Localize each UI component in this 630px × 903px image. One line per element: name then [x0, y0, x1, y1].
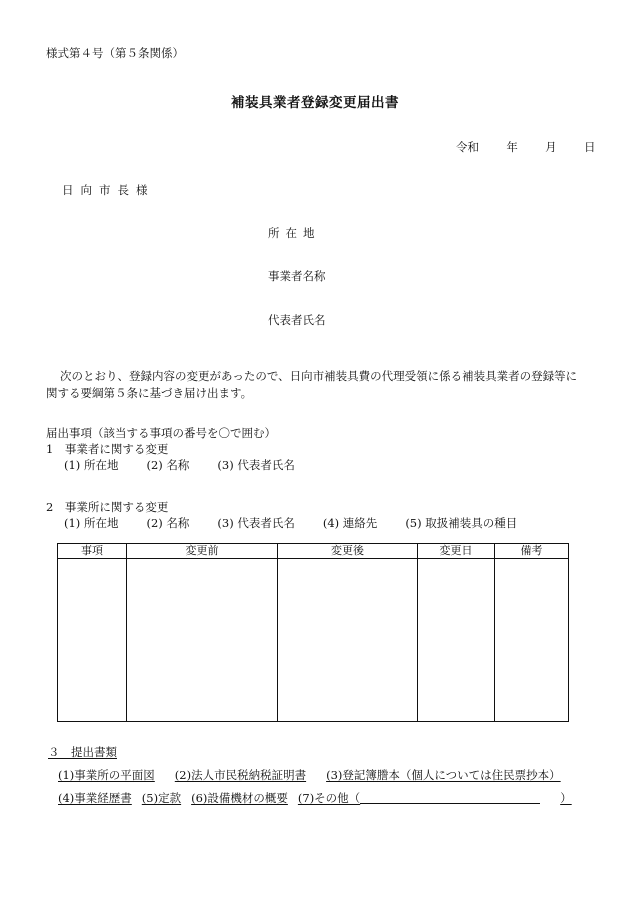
body-text-line2: 関する要綱第５条に基づき届け出ます。	[46, 386, 253, 400]
table-cell-before[interactable]	[127, 559, 278, 722]
section2-item: (1) 所在地	[64, 516, 119, 530]
body-text-line1: 次のとおり、登録内容の変更があったので、日向市補装具費の代理受領に係る補装具業者の登録等に	[60, 369, 578, 383]
table-header-before: 変更前	[127, 544, 278, 559]
section1-item: (3) 代表者氏名	[217, 458, 295, 472]
table-header-date: 変更日	[418, 544, 495, 559]
table-cell-date[interactable]	[418, 559, 495, 722]
section2-item: (4) 連絡先	[322, 516, 378, 530]
section2-item: (2) 名称	[146, 516, 190, 530]
table-header-item: 事項	[58, 544, 127, 559]
other-documents-field[interactable]	[360, 791, 540, 804]
section1-heading: 1 事業者に関する変更	[46, 442, 169, 456]
section2-items	[64, 516, 545, 530]
section2-item: (5) 取扱補装具の種目	[405, 516, 518, 530]
changes-table	[57, 543, 569, 722]
closing-paren: ）	[560, 791, 572, 805]
section1-item: (1) 所在地	[64, 458, 119, 472]
document-item: (4)事業経歴書	[58, 791, 132, 805]
applicant-representative-label: 代表者氏名	[268, 313, 326, 327]
table-header-after: 変更後	[278, 544, 418, 559]
section3-heading: ３ 提出書類	[48, 745, 117, 759]
table-cell-after[interactable]	[278, 559, 418, 722]
section3-row1	[58, 768, 561, 782]
document-item: (5)定款	[141, 791, 182, 805]
applicant-business-name-label: 事業者名称	[268, 269, 326, 283]
document-item: (3)登記簿謄本（個人については住民票抄本）	[326, 768, 561, 782]
document-title: 補装具業者登録変更届出書	[231, 95, 399, 111]
document-item: (6)設備機材の概要	[191, 791, 288, 805]
date-day: 日	[583, 140, 596, 154]
section2-heading: 2 事業所に関する変更	[46, 500, 169, 514]
notice-header: 届出事項（該当する事項の番号を〇で囲む）	[46, 426, 276, 440]
section3-row2	[58, 791, 572, 805]
table-cell-remarks[interactable]	[495, 559, 569, 722]
addressee: 日向市長様	[62, 183, 155, 197]
document-item: (1)事業所の平面図	[58, 768, 155, 782]
date-era: 令和	[456, 140, 479, 154]
section1-item: (2) 名称	[146, 458, 190, 472]
section2-item: (3) 代表者氏名	[217, 516, 295, 530]
date-line	[456, 140, 595, 154]
document-item: (7)その他（	[297, 791, 361, 805]
date-year: 年	[506, 140, 518, 154]
applicant-location-label: 所在地	[268, 226, 321, 240]
section1-items	[64, 458, 323, 472]
document-item: (2)法人市民税納税証明書	[174, 768, 307, 782]
table-cell-item[interactable]	[58, 559, 127, 722]
form-number: 様式第４号（第５条関係）	[46, 46, 184, 60]
date-month: 月	[545, 140, 557, 154]
table-header-remarks: 備考	[495, 544, 569, 559]
